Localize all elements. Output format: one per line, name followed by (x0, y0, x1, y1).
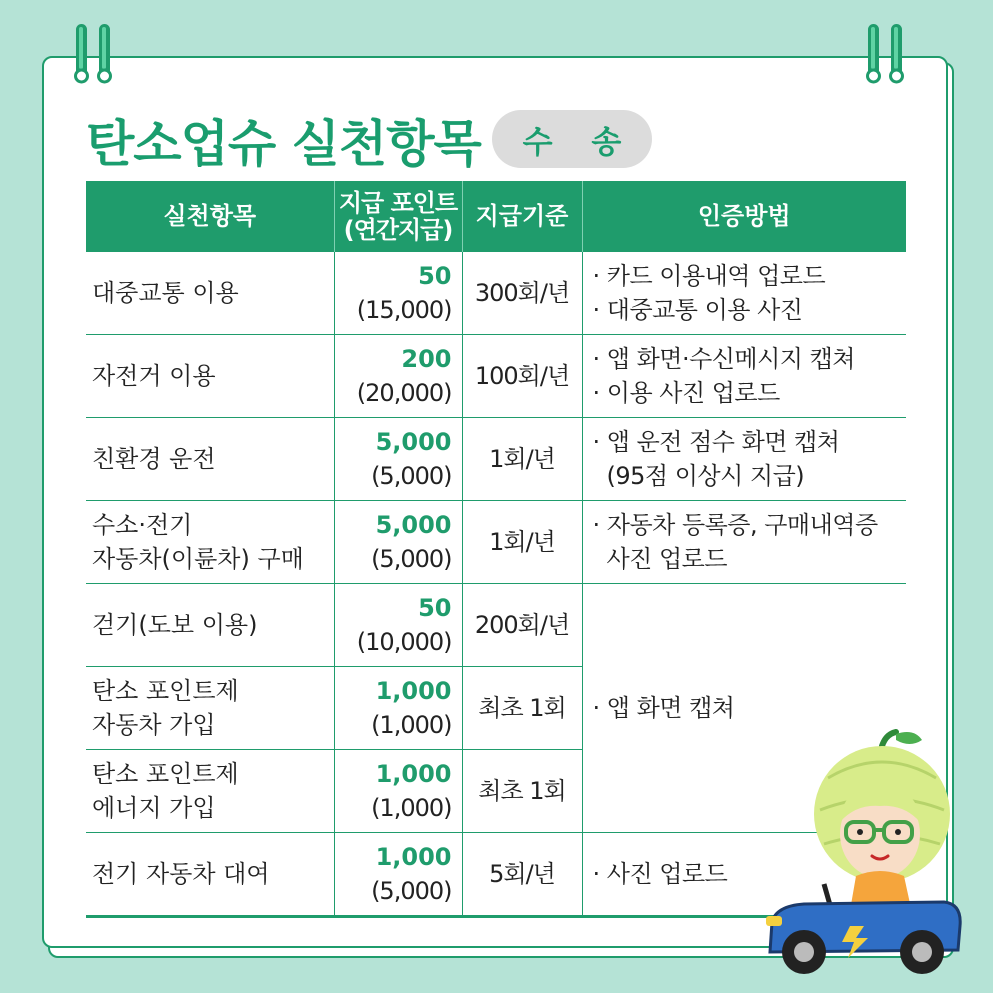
item-text: 자동차 가입 (92, 711, 216, 739)
item-cell (86, 667, 334, 750)
binder-ring-left-icon (70, 24, 122, 84)
item-text: 걷기(도보 이용) (92, 611, 258, 639)
method-line: 사진 업로드 (606, 545, 728, 573)
header-item: 실천항목 (86, 181, 334, 252)
item-text: 자전거 이용 (92, 362, 216, 390)
points-value: 5,000 (375, 428, 452, 456)
points-value: 1,000 (375, 843, 452, 871)
points-value: 50 (418, 594, 452, 622)
method-line: · 이용 사진 업로드 (592, 379, 780, 407)
method-line: · 앱 화면·수신메시지 캡쳐 (592, 345, 855, 373)
points-won: (5,000) (371, 877, 452, 905)
method-line: · 앱 화면 캡쳐 (592, 694, 735, 722)
item-text: 탄소 포인트제 (92, 760, 239, 788)
item-text: 대중교통 이용 (92, 279, 239, 307)
item-text: 전기 자동차 대여 (92, 860, 270, 888)
table-row (86, 252, 906, 335)
page-title: 탄소업슈 실천항목 (86, 115, 481, 173)
points-won: (5,000) (371, 462, 452, 490)
points-won: (10,000) (356, 628, 452, 656)
header-points (334, 181, 462, 252)
basis-cell: 5회/년 (462, 833, 582, 917)
points-won: (1,000) (371, 794, 452, 822)
mascot-car-illustration (764, 726, 964, 976)
method-line: · 자동차 등록증, 구매내역증 (592, 511, 878, 539)
table-row (86, 501, 906, 584)
basis-cell: 1회/년 (462, 418, 582, 501)
table-row (86, 335, 906, 418)
points-won: (1,000) (371, 711, 452, 739)
table-header-row (86, 181, 906, 252)
item-cell (86, 335, 334, 418)
points-value: 1,000 (375, 760, 452, 788)
header-points-line1: 지급 포인트 (338, 188, 458, 217)
item-cell (86, 501, 334, 584)
method-line: · 사진 업로드 (592, 860, 728, 888)
points-won: (15,000) (356, 296, 452, 324)
header-basis: 지급기준 (462, 181, 582, 252)
points-value: 5,000 (375, 511, 452, 539)
method-line: · 카드 이용내역 업로드 (592, 262, 826, 290)
points-cell (334, 667, 462, 750)
method-cell (582, 252, 906, 335)
points-cell (334, 418, 462, 501)
header-points-line2: (연간지급) (343, 215, 453, 244)
header-method: 인증방법 (582, 181, 906, 252)
item-cell (86, 833, 334, 917)
table-row (86, 584, 906, 667)
basis-cell: 100회/년 (462, 335, 582, 418)
method-line: · 앱 운전 점수 화면 캡쳐 (592, 428, 840, 456)
category-badge: 수 송 (492, 110, 652, 168)
points-won: (20,000) (356, 379, 452, 407)
item-cell (86, 584, 334, 667)
points-value: 200 (401, 345, 452, 373)
points-won: (5,000) (371, 545, 452, 573)
points-cell (334, 335, 462, 418)
points-cell (334, 501, 462, 584)
method-cell (582, 418, 906, 501)
table-row (86, 418, 906, 501)
method-cell (582, 501, 906, 584)
method-cell (582, 335, 906, 418)
basis-cell: 300회/년 (462, 252, 582, 335)
basis-cell: 최초 1회 (462, 750, 582, 833)
item-cell (86, 418, 334, 501)
item-text: 에너지 가입 (92, 794, 216, 822)
points-cell (334, 833, 462, 917)
binder-ring-right-icon (862, 24, 914, 84)
method-line: · 대중교통 이용 사진 (592, 296, 803, 324)
points-cell (334, 252, 462, 335)
basis-cell: 최초 1회 (462, 667, 582, 750)
basis-cell: 1회/년 (462, 501, 582, 584)
item-cell (86, 252, 334, 335)
method-line: (95점 이상시 지급) (606, 462, 805, 490)
item-cell (86, 750, 334, 833)
item-text: 친환경 운전 (92, 445, 216, 473)
points-cell (334, 584, 462, 667)
basis-cell: 200회/년 (462, 584, 582, 667)
item-text: 수소·전기 (92, 511, 193, 539)
points-cell (334, 750, 462, 833)
item-text: 자동차(이륜차) 구매 (92, 545, 304, 573)
item-text: 탄소 포인트제 (92, 677, 239, 705)
points-value: 1,000 (375, 677, 452, 705)
points-value: 50 (418, 262, 452, 290)
